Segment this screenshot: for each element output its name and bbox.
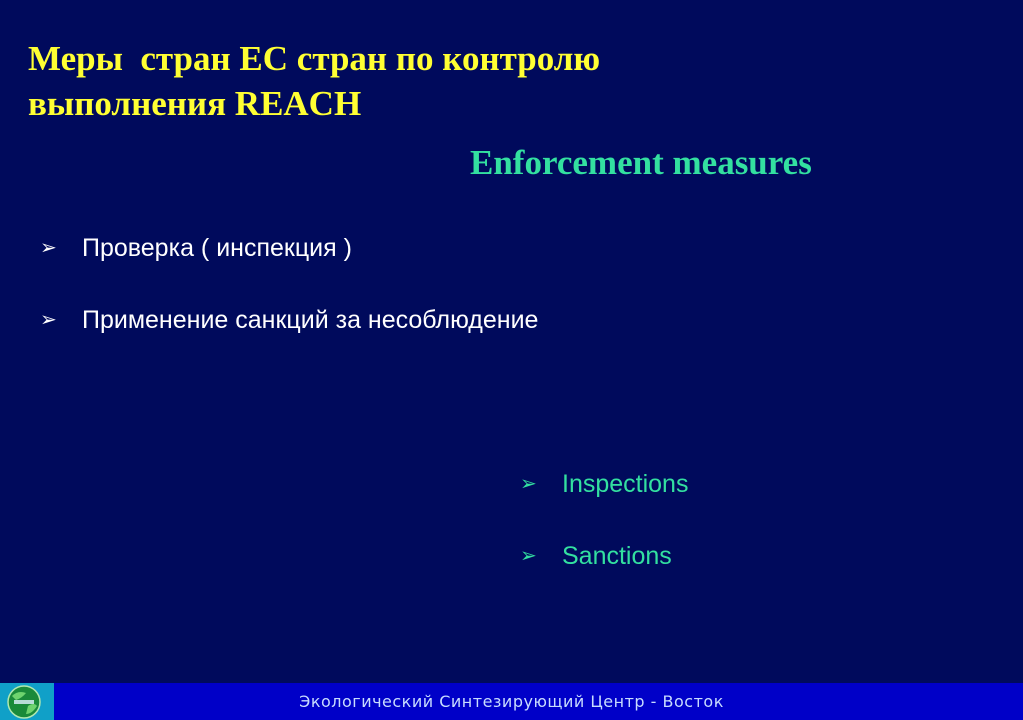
globe-logo-icon xyxy=(0,683,54,720)
arrow-bullet-icon: ➢ xyxy=(520,473,537,495)
title-line-2: выполнения REACH xyxy=(28,84,362,123)
arrow-bullet-icon: ➢ xyxy=(40,309,57,331)
footer-bar xyxy=(0,683,1023,720)
bullet-text: Inspections xyxy=(562,470,689,498)
russian-bullet-list xyxy=(40,234,538,378)
title-line-1: Меры стран ЕС стран по контролю xyxy=(28,39,601,78)
slide-title xyxy=(28,36,828,126)
footer-text: Экологический Синтезирующий Центр - Восток xyxy=(299,692,724,711)
list-item xyxy=(520,542,688,614)
list-item xyxy=(40,234,538,306)
list-item xyxy=(40,306,538,378)
arrow-bullet-icon: ➢ xyxy=(40,237,57,259)
bullet-text: Проверка ( инспекция ) xyxy=(82,234,352,262)
bullet-text: Применение санкций за несоблюдение xyxy=(82,306,539,334)
list-item xyxy=(520,470,688,542)
arrow-bullet-icon: ➢ xyxy=(520,545,537,567)
english-bullet-list xyxy=(520,470,688,614)
slide-subtitle: Enforcement measures xyxy=(470,143,812,182)
bullet-text: Sanctions xyxy=(562,542,672,570)
